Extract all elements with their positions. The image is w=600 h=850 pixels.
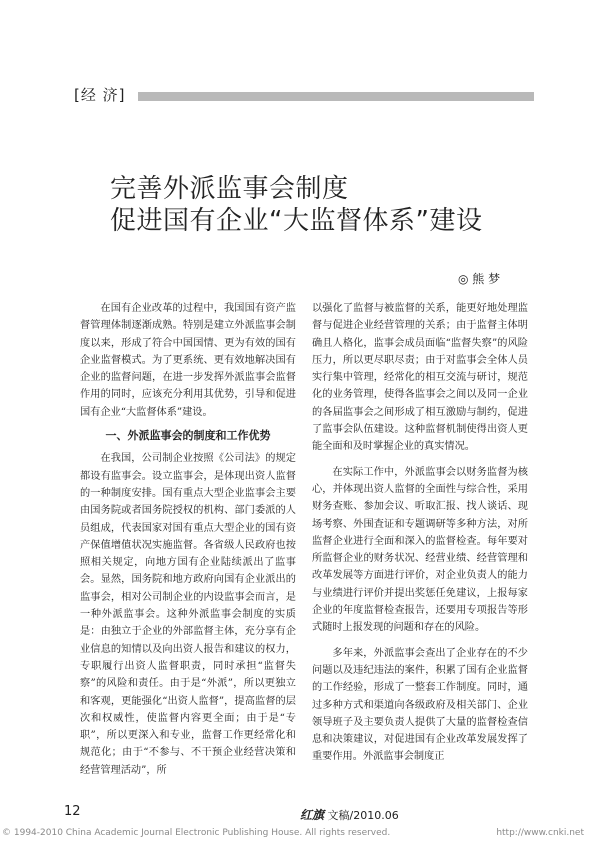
copyright-bar <box>2 828 598 842</box>
left-paragraph-1: 在国有企业改革的过程中，我国国有资产监督管理体制逐渐成熟。特别是建立外派监事会制度以来，形成了符合中国国情、更为有效的国有企业监督模式。为了更系统、更有效地解决国有企业的监督问题，在进一步发挥外派监事会监督作用的同时，应该充分利用其优势，引导和促进国有企业“大监督体系”建设。 <box>80 303 296 418</box>
section-heading: 一、外派监事会的制度和工作优势 <box>105 429 271 443</box>
section-tag-bar <box>138 92 534 101</box>
article-title-line1: 完善外派监事会制度 <box>110 174 349 204</box>
copyright-url: http://www.cnki.net <box>496 828 584 838</box>
journal-issue: 文稿/2010.06 <box>327 809 399 822</box>
paragraph-spacer <box>312 637 528 645</box>
paragraph-spacer <box>312 456 528 464</box>
section-tag-label: [经 济] <box>74 86 126 104</box>
article-title-line2: 促进国有企业“大监督体系”建设 <box>110 206 483 236</box>
right-column <box>312 300 528 766</box>
page-number: 12 <box>64 804 81 819</box>
left-column <box>80 300 296 779</box>
journal-footer <box>300 806 399 823</box>
journal-brand: 红旗 <box>300 808 325 822</box>
left-paragraph-2: 在我国，公司制企业按照《公司法》的规定都设有监事会。设立监事会，是体现出资人监督的一种制度安排。国有重点大型企业监事会主要由国务院或者国务院授权的机构、部门委派的人员组成，代表国家对国有重点大型企业的国有资产保值增值状况实施监督。各省级人民政府也按照相关规定，向地方国有企业陆续派出了监事会。显然，国务院和地方政府向国有企业派出的监事会，相对公司制企业的内设监事会而言，是一种外派监事会。这种外派监事会制度的实质是：由独立于企业的外部监督主体，充分享有企业信息的知情以及向出资人报告和建议的权力，专职履行出资人监督职责，同时承担“监督失察”的风险和责任。由于是“外派”，所以更独立和客观，更能强化“出资人监督”，提高监督的层次和权威性，使监督内容更全面；由于是“专职”，所以更深入和专业，监督工作更经常化和规范化；由于“不参与、不干预企业经营决策和经营管理活动”，所 <box>80 453 296 776</box>
copyright-notice: © 1994-2010 China Academic Journal Electronic Publishing House. All rights reserved. <box>2 828 391 838</box>
section-tag <box>74 84 534 104</box>
right-paragraph-3: 多年来，外派监事会查出了企业存在的不少问题以及违纪违法的案件，积累了国有企业监督的工作经验，形成了一整套工作制度。同时，通过多种方式和渠道向各级政府及相关部门、企业领导班子及主要负责人提供了大量的监督检查信息和决策建议，对促进国有企业改革发展发挥了重要作用。外派监事会制度正 <box>312 647 528 763</box>
right-paragraph-2: 在实际工作中，外派监事会以财务监督为核心，并体现出资人监督的全面性与综合性，采用财务查账、参加会议、听取汇报、找人谈话、现场考察、外围査证和专题调研等多种方法，对所监督企业进行全面和深入的监督检查。每年要对所监督企业的财务状况、经营业绩、经营管理和改革发展等方面进行评价，对企业负责人的能力与业绩进行评价并提出奖惩任免建议，上报每家企业的年度监督检查报告，还要用专项报告等形式随时上报发现的问题和存在的风险。 <box>312 466 528 634</box>
author-byline: ◎ 熊 梦 <box>458 272 501 286</box>
right-paragraph-1: 以强化了监督与被监督的关系，能更好地处理监督与促进企业经营管理的关系；由于监督主体明确且人格化，监事会成员面临“监督失察”的风险压力，所以更尽职尽责；由于对监事会全体人员实行集中管理，经常化的相互交流与研讨，规范化的业务管理，使得各监事会之间以及同一企业的各届监事会之间形成了相互激励与制约，促进了监事会队伍建设。这种监督机制使得出资人更能全面和及时掌握企业的真实情况。 <box>312 303 528 453</box>
